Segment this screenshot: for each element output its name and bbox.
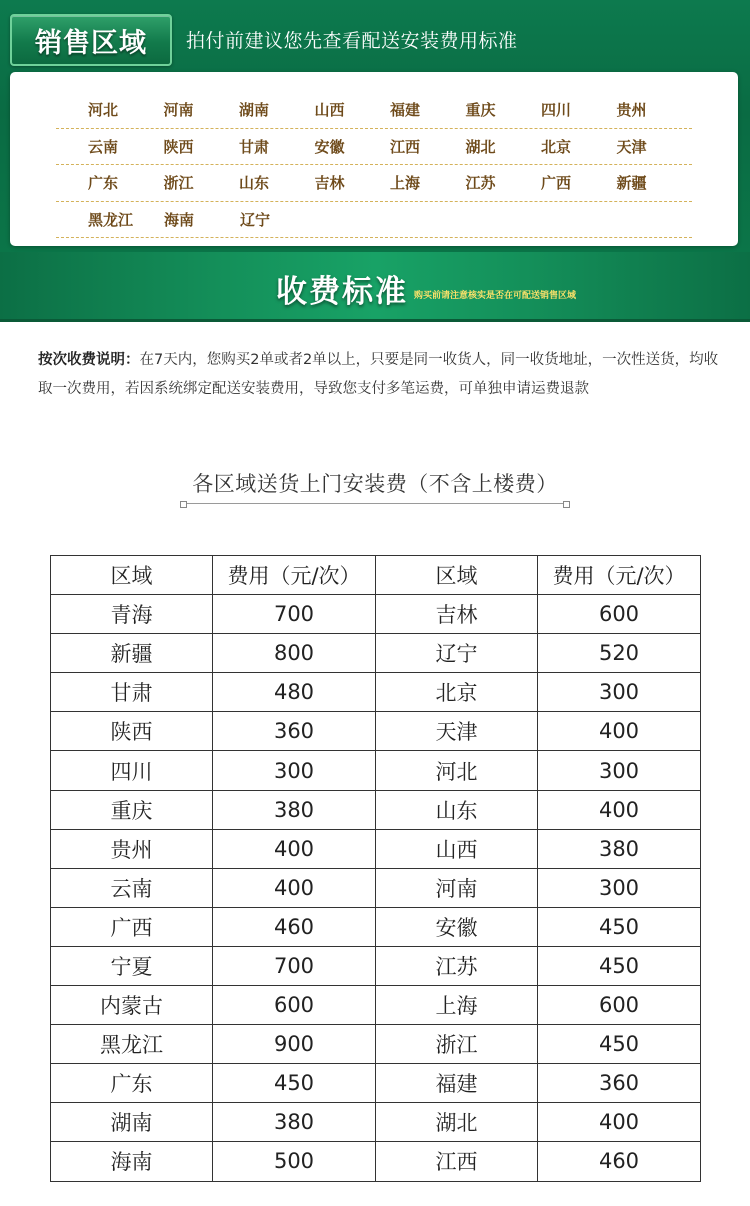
charging-explanation-text: 在7天内，您购买2单或者2单以上，只要是同一收货人，同一收货地址，一次性送货，均收取一次费用，若因系统绑定配送安装费用，导致您支付多笔运费，可单独申请运费退款 xyxy=(38,352,719,397)
cell-fee-left: 600 xyxy=(213,986,376,1025)
fee-table-title: 各区域送货上门安装费（不含上楼费） xyxy=(192,472,558,496)
fee-table xyxy=(50,555,701,1182)
region-item: 北京 xyxy=(541,137,572,156)
cell-region-right: 山西 xyxy=(376,829,538,868)
region-item: 云南 xyxy=(88,137,119,156)
region-item: 四川 xyxy=(541,101,572,120)
cell-fee-right: 450 xyxy=(538,907,701,946)
cell-fee-left: 360 xyxy=(213,712,376,751)
header-region-right: 区域 xyxy=(376,556,538,595)
cell-region-left: 海南 xyxy=(51,1142,213,1181)
cell-region-left: 新疆 xyxy=(51,634,213,673)
table-row xyxy=(51,790,701,829)
cell-region-left: 广西 xyxy=(51,907,213,946)
header-fee-right: 费用（元/次） xyxy=(538,556,701,595)
cell-fee-left: 500 xyxy=(213,1142,376,1181)
cell-fee-right: 380 xyxy=(538,829,701,868)
cell-fee-right: 360 xyxy=(538,1064,701,1103)
cell-region-left: 重庆 xyxy=(51,790,213,829)
cell-region-right: 河北 xyxy=(376,751,538,790)
region-row xyxy=(56,92,692,129)
cell-region-left: 贵州 xyxy=(51,829,213,868)
cell-region-right: 江西 xyxy=(376,1142,538,1181)
table-row xyxy=(51,986,701,1025)
table-row xyxy=(51,1064,701,1103)
fee-table-title-divider xyxy=(183,503,567,504)
region-item: 河南 xyxy=(163,101,194,120)
cell-fee-left: 400 xyxy=(213,868,376,907)
charging-explanation xyxy=(38,346,728,404)
cell-fee-left: 900 xyxy=(213,1025,376,1064)
cell-region-left: 四川 xyxy=(51,751,213,790)
region-item: 江苏 xyxy=(465,174,496,193)
cell-region-left: 湖南 xyxy=(51,1103,213,1142)
charging-explanation-label: 按次收费说明： xyxy=(38,352,140,368)
region-row xyxy=(56,165,692,202)
region-item: 黑龙江 xyxy=(88,210,134,229)
cell-fee-right: 520 xyxy=(538,634,701,673)
sales-region-subtitle: 拍付前建议您先查看配送安装费用标准 xyxy=(186,30,518,52)
table-row xyxy=(51,868,701,907)
region-item: 上海 xyxy=(390,174,421,193)
region-item: 广东 xyxy=(88,174,119,193)
region-item: 新疆 xyxy=(616,174,647,193)
region-item: 湖南 xyxy=(239,101,270,120)
region-item: 吉林 xyxy=(314,174,345,193)
fee-table-header-row xyxy=(51,556,701,595)
cell-region-right: 北京 xyxy=(376,673,538,712)
cell-region-right: 浙江 xyxy=(376,1025,538,1064)
cell-region-left: 云南 xyxy=(51,868,213,907)
fee-standard-title: 收费标准 xyxy=(276,274,408,310)
table-row xyxy=(51,829,701,868)
table-row xyxy=(51,1103,701,1142)
cell-region-left: 内蒙古 xyxy=(51,986,213,1025)
table-row xyxy=(51,634,701,673)
region-item: 天津 xyxy=(616,137,647,156)
cell-fee-left: 400 xyxy=(213,829,376,868)
region-list xyxy=(10,72,738,246)
table-row xyxy=(51,673,701,712)
cell-fee-left: 380 xyxy=(213,1103,376,1142)
table-row xyxy=(51,1142,701,1181)
table-row xyxy=(51,946,701,985)
cell-region-right: 福建 xyxy=(376,1064,538,1103)
region-item: 福建 xyxy=(390,101,421,120)
cell-fee-right: 400 xyxy=(538,712,701,751)
cell-region-right: 山东 xyxy=(376,790,538,829)
region-row xyxy=(56,129,692,166)
region-row xyxy=(56,202,692,239)
table-row xyxy=(51,751,701,790)
region-item: 海南 xyxy=(164,210,195,229)
cell-region-left: 广东 xyxy=(51,1064,213,1103)
cell-region-right: 上海 xyxy=(376,986,538,1025)
table-row xyxy=(51,1025,701,1064)
region-item: 安徽 xyxy=(314,137,345,156)
region-item: 浙江 xyxy=(163,174,194,193)
cell-fee-left: 300 xyxy=(213,751,376,790)
cell-region-right: 江苏 xyxy=(376,946,538,985)
cell-fee-right: 400 xyxy=(538,790,701,829)
cell-region-left: 甘肃 xyxy=(51,673,213,712)
cell-fee-left: 700 xyxy=(213,595,376,634)
table-row xyxy=(51,907,701,946)
cell-region-left: 陕西 xyxy=(51,712,213,751)
fee-standard-note: 购买前请注意核实是否在可配送销售区域 xyxy=(414,291,577,301)
region-item: 贵州 xyxy=(616,101,647,120)
cell-fee-right: 300 xyxy=(538,751,701,790)
cell-region-left: 宁夏 xyxy=(51,946,213,985)
cell-region-right: 安徽 xyxy=(376,907,538,946)
cell-region-right: 天津 xyxy=(376,712,538,751)
cell-region-right: 河南 xyxy=(376,868,538,907)
cell-fee-right: 300 xyxy=(538,673,701,712)
region-item: 山东 xyxy=(239,174,270,193)
cell-fee-left: 460 xyxy=(213,907,376,946)
table-row xyxy=(51,712,701,751)
cell-region-left: 黑龙江 xyxy=(51,1025,213,1064)
cell-fee-left: 480 xyxy=(213,673,376,712)
cell-fee-right: 300 xyxy=(538,868,701,907)
cell-region-left: 青海 xyxy=(51,595,213,634)
cell-fee-left: 800 xyxy=(213,634,376,673)
cell-fee-right: 460 xyxy=(538,1142,701,1181)
header-fee-left: 费用（元/次） xyxy=(213,556,376,595)
cell-fee-right: 600 xyxy=(538,986,701,1025)
cell-region-right: 湖北 xyxy=(376,1103,538,1142)
region-item: 陕西 xyxy=(163,137,194,156)
cell-fee-left: 380 xyxy=(213,790,376,829)
fee-standard-banner xyxy=(0,252,750,322)
sales-region-banner xyxy=(0,0,750,252)
region-item: 甘肃 xyxy=(239,137,270,156)
cell-fee-right: 450 xyxy=(538,1025,701,1064)
header-region-left: 区域 xyxy=(51,556,213,595)
region-item: 辽宁 xyxy=(240,210,271,229)
cell-fee-left: 450 xyxy=(213,1064,376,1103)
cell-fee-right: 600 xyxy=(538,595,701,634)
region-item: 江西 xyxy=(390,137,421,156)
region-item: 重庆 xyxy=(465,101,496,120)
fee-table-body xyxy=(51,595,701,1181)
region-item: 河北 xyxy=(88,101,119,120)
table-row xyxy=(51,595,701,634)
cell-region-right: 辽宁 xyxy=(376,634,538,673)
cell-fee-right: 400 xyxy=(538,1103,701,1142)
sales-region-tag: 销售区域 xyxy=(10,14,172,66)
region-item: 山西 xyxy=(314,101,345,120)
cell-fee-left: 700 xyxy=(213,946,376,985)
region-item: 广西 xyxy=(541,174,572,193)
cell-region-right: 吉林 xyxy=(376,595,538,634)
region-item: 湖北 xyxy=(465,137,496,156)
cell-fee-right: 450 xyxy=(538,946,701,985)
